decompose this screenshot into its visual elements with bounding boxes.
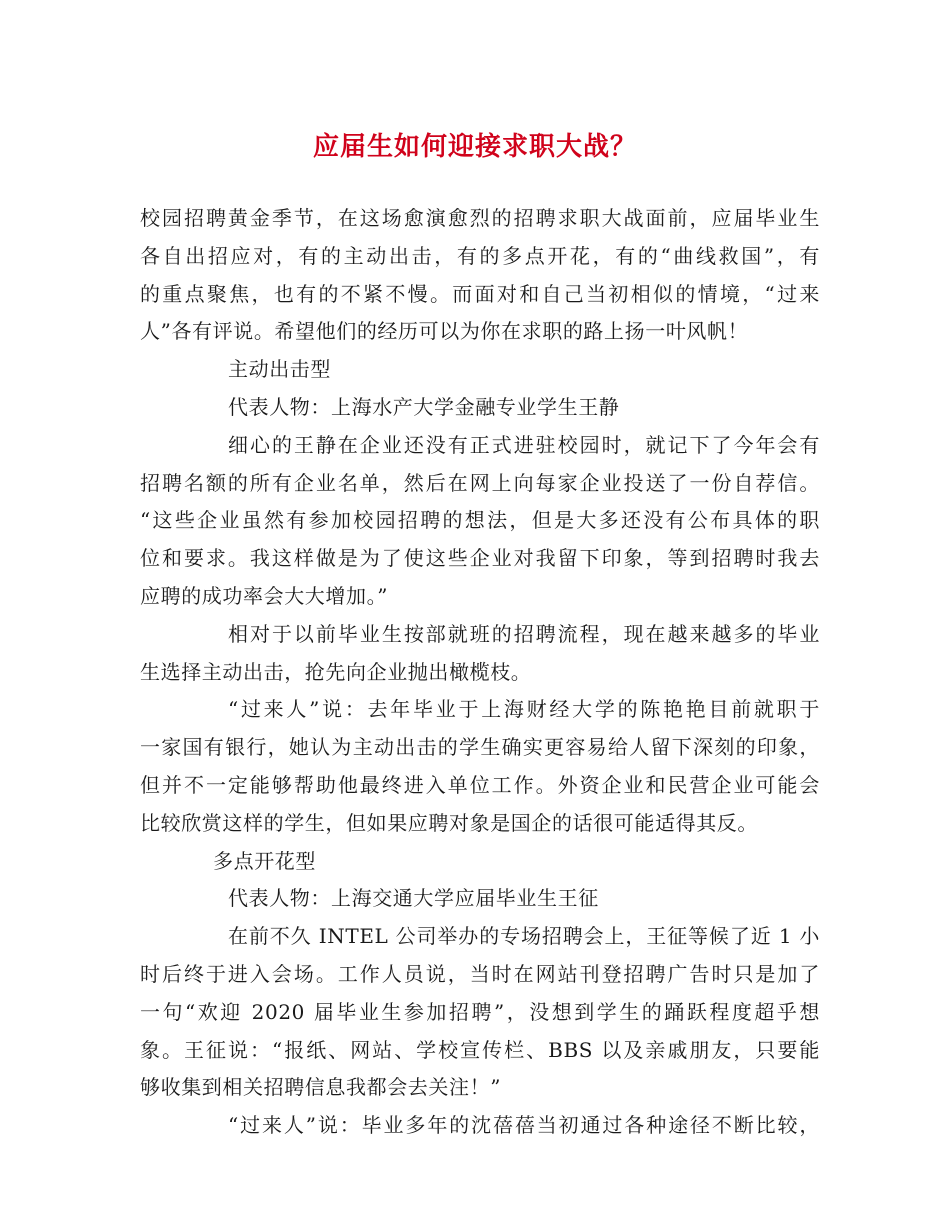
text-line: 各自出招应对，有的主动出击，有的多点开花，有的“曲线救国”，有 (140, 243, 820, 268)
text-line: 但并不一定能够帮助他最终进入单位工作。外资企业和民营企业可能会 (140, 772, 820, 797)
text-line: “过来人”说：毕业多年的沈蓓蓓当初通过各种途径不断比较， (228, 1113, 820, 1138)
text-line: 应聘的成功率会大大增加。” (140, 583, 389, 608)
text-line: 相对于以前毕业生按部就班的招聘流程，现在越来越多的毕业 (228, 621, 820, 646)
document-title: 应届生如何迎接求职大战？ (312, 132, 637, 162)
text-line: 人”各有评说。希望他们的经历可以为你在求职的路上扬一叶风帆！ (140, 319, 749, 344)
section-heading: 多点开花型 (213, 848, 316, 873)
representative-line: 代表人物：上海交通大学应届毕业生王征 (228, 886, 599, 911)
text-line: 时后终于进入会场。工作人员说，当时在网站刊登招聘广告时只是加了 (140, 961, 820, 986)
text-line: 在前不久 INTEL 公司举办的专场招聘会上，王征等候了近 1 小 (228, 924, 820, 949)
text-line: 生选择主动出击，抢先向企业抛出橄榄枝。 (140, 659, 532, 684)
text-line: “过来人”说：去年毕业于上海财经大学的陈艳艳目前就职于 (228, 697, 820, 722)
representative-line: 代表人物：上海水产大学金融专业学生王静 (228, 394, 620, 419)
text-line: 的重点聚焦，也有的不紧不慢。而面对和自己当初相似的情境，“过来 (140, 281, 820, 306)
text-line: 一句“欢迎 2020 届毕业生参加招聘”，没想到学生的踊跃程度超乎想 (140, 999, 820, 1024)
text-line: 一家国有银行，她认为主动出击的学生确实更容易给人留下深刻的印象， (140, 735, 820, 760)
text-line: 细心的王静在企业还没有正式进驻校园时，就记下了今年会有 (228, 432, 820, 457)
section-heading: 主动出击型 (228, 357, 331, 382)
text-line: 校园招聘黄金季节，在这场愈演愈烈的招聘求职大战面前，应届毕业生 (140, 206, 820, 230)
text-line: 象。王征说：“报纸、网站、学校宣传栏、BBS 以及亲戚朋友，只要能 (140, 1037, 820, 1062)
text-line: 比较欣赏这样的学生，但如果应聘对象是国企的话很可能适得其反。 (140, 810, 758, 835)
text-line: “这些企业虽然有参加校园招聘的想法，但是大多还没有公布具体的职 (140, 508, 820, 533)
text-line: 招聘名额的所有企业名单，然后在网上向每家企业投送了一份自荐信。 (140, 470, 820, 495)
text-line: 够收集到相关招聘信息我都会去关注！” (140, 1075, 502, 1100)
text-line: 位和要求。我这样做是为了使这些企业对我留下印象，等到招聘时我去 (140, 546, 820, 571)
document-body (140, 200, 820, 1145)
